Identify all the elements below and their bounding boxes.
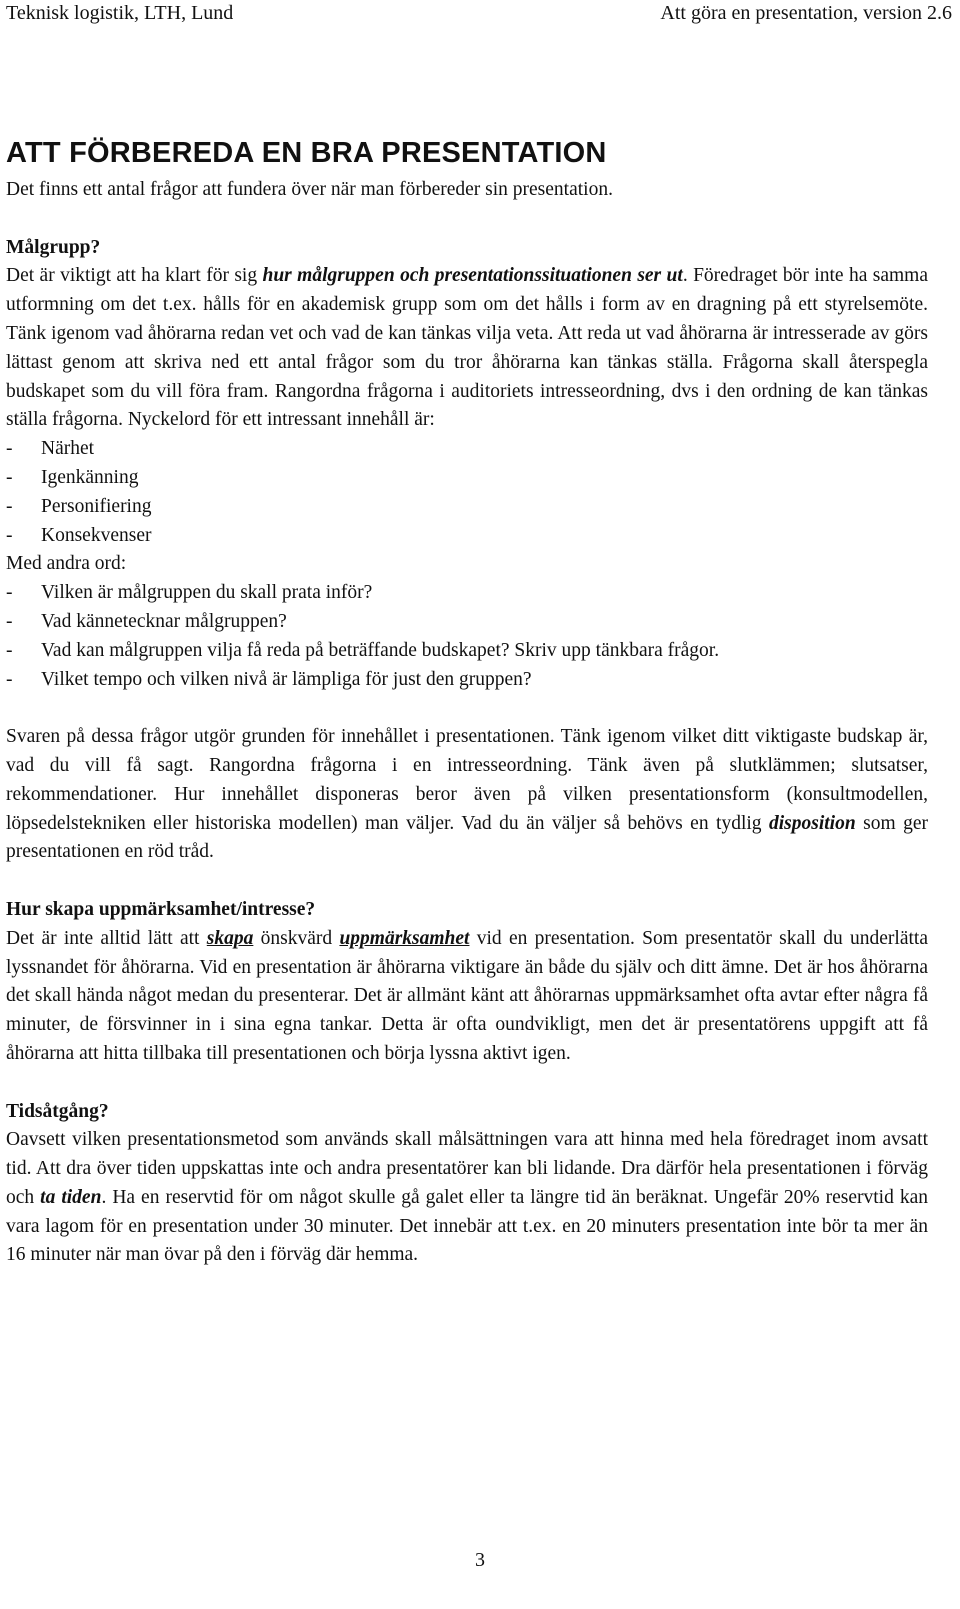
page-number: 3 [475, 1549, 485, 1571]
heading-uppmarksamhet: Hur skapa uppmärksamhet/intresse? [6, 898, 316, 920]
question-list [6, 579, 928, 694]
heading-malgrupp: Målgrupp? [6, 236, 101, 258]
intro-paragraph: Det finns ett antal frågor att fundera över när man förbereder sin presentation. [6, 179, 613, 200]
list-item: - Vilken är målgruppen du skall prata inför? [6, 579, 928, 608]
list-item: - Vad kan målgruppen vilja få reda på beträffande budskapet? Skriv upp tänkbara frågor. [6, 637, 928, 666]
keyword-list [6, 435, 928, 550]
list-item: - Vilket tempo och vilken nivå är lämpliga för just den gruppen? [6, 666, 928, 695]
list-item: - Närhet [6, 435, 928, 464]
list-item: - Personifiering [6, 493, 928, 522]
tidsatgang-paragraph: Oavsett vilken presentationsmetod som används skall målsättningen vara att hinna med hela föredraget inom avsatt tid. Att dra över tiden uppskattas inte och andra presentatörer kan bli lidande. Dra därför hela presentationen i förväg och ta tiden. Ha en reservtid för om något skulle gå galet eller ta längre tid än beräknat. Ungefär 20% reservtid kan vara lagom för en presentation under 30 minuter. Det innebär att t.ex. en 20 minuters presentation inte bör ta mer än 16 minuter när man övar på den i förväg där hemma. [6, 1129, 929, 1266]
other-words-label: Med andra ord: [6, 553, 127, 575]
document-body [6, 176, 928, 1270]
heading-tidsatgang: Tidsåtgång? [6, 1100, 109, 1122]
header-left: Teknisk logistik, LTH, Lund [6, 2, 234, 24]
malgrupp-paragraph-2: Svaren på dessa frågor utgör grunden för innehållet i presentationen. Tänk igenom vilket ditt viktigaste budskap är, vad du vill få sagt. Rangordna frågorna i en intresseordning. Tänk även på slutklämmen; slutsatser, rekommendationer. Hur innehållet disponeras beror även på vilken presentationsform (konsultmodellen, löpsedelstekniken eller historiska modellen) man väljer. Vad du än väljer så behövs en tydlig disposition som ger presentationen en röd tråd. [6, 726, 928, 863]
list-item: - Igenkänning [6, 464, 928, 493]
header-right: Att göra en presentation, version 2.6 [660, 2, 952, 24]
uppmarksamhet-paragraph: Det är inte alltid lätt att skapa önskvärd uppmärksamhet vid en presentation. Som presentatör skall du underlätta lyssnandet för åhörarna. Vid en presentation är åhörarna viktigare än både du själv och ditt ämne. Det är hos åhörarna det skall hända något medan du presenterar. Det är allmänt känt att åhörarnas uppmärksamhet ofta avtar efter några få minuter, de försvinner in i sina egna tankar. Detta är ofta oundvikligt, men det är presentatörens uppgift att få åhörarna att hitta tillbaka till presentationen och börja lyssna aktivt igen. [6, 927, 928, 1064]
document-title: ATT FÖRBEREDA EN BRA PRESENTATION [6, 137, 607, 169]
list-item: - Konsekvenser [6, 522, 928, 551]
malgrupp-paragraph-1: Det är viktigt att ha klart för sig hur målgruppen och presentationssituationen ser ut. Föredraget bör inte ha samma utformning om det t.ex. hålls för en akademisk grupp som om det hålls i form av en dragning på ett styrelsemöte. Tänk igenom vad åhörarna redan vet och vad de kan tänkas vilja veta. Att reda ut vad åhörarna är intresserade av görs lättast genom att skriva ned ett antal frågor som du tror åhörarna kan tänkas ställa. Frågorna skall återspegla budskapet som du vill föra fram. Rangordna frågorna i auditoriets intresseordning, dvs i den ordning de kan tänkas ställa frågorna. Nyckelord för ett intressant innehåll är: [6, 265, 928, 431]
list-item: - Vad kännetecknar målgruppen? [6, 608, 928, 637]
page-header [6, 0, 952, 26]
